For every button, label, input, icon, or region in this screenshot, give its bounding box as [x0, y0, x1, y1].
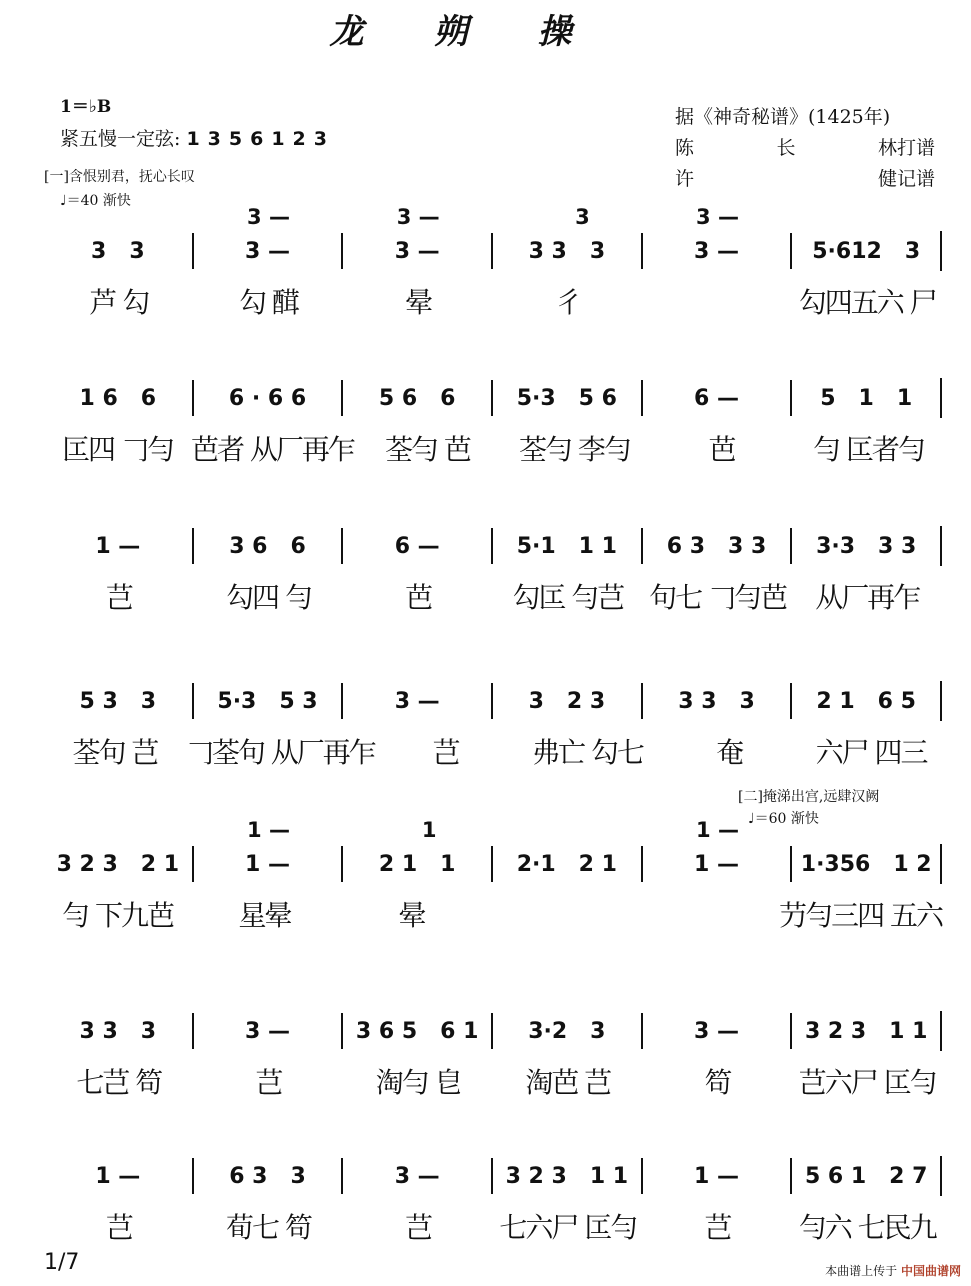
upper-voice-row — [44, 352, 942, 378]
measure: 3 2 3 1 1 — [491, 1158, 641, 1194]
measure: 3 2 3 — [491, 683, 641, 719]
measure: 3 3 3 — [491, 233, 641, 269]
tablature-cell: 勻 下九芭 — [62, 899, 173, 932]
tablature-cell: 勾匞 勻芑 — [512, 581, 624, 614]
tablature-cell: 芑 — [432, 736, 459, 769]
measure: 3 6 5 6 1 — [341, 1013, 491, 1049]
tablature-cell: 勻 匞者勻 — [813, 433, 924, 466]
tablature-row — [44, 1196, 942, 1256]
score-system — [44, 818, 942, 944]
tablature-cell: 芑 — [105, 1211, 132, 1244]
score-system — [44, 352, 942, 478]
tablature-cell: 晕 — [405, 286, 432, 319]
credit-role: 健记谱 — [877, 168, 935, 190]
upper-voice-measure — [792, 655, 942, 681]
measure: 2 1 6 5 — [790, 683, 940, 719]
upper-voice-measure — [44, 352, 194, 378]
measure: 1 6 6 — [79, 385, 157, 411]
upper-voice-measure — [792, 352, 942, 378]
tablature-cell: 荃句 芑 — [72, 736, 158, 769]
upper-voice-measure — [643, 655, 793, 681]
section-1-heading: [一]含恨别君，抚心长叹 — [44, 169, 195, 185]
upper-voice-row — [44, 1130, 942, 1156]
upper-voice-measure — [44, 985, 194, 1011]
upper-voice-measure — [194, 1130, 344, 1156]
upper-voice-row — [44, 985, 942, 1011]
upper-voice-measure — [792, 985, 942, 1011]
tablature-cell: 勾四五六 尸 — [798, 286, 936, 319]
tablature-cell: 奄 — [716, 736, 743, 769]
measure: 1 — — [95, 1163, 141, 1189]
upper-voice-row — [44, 655, 942, 681]
footer — [825, 1262, 961, 1279]
score-system — [44, 655, 942, 781]
upper-voice-measure: 3 — — [247, 205, 290, 229]
measure: 3 — — [192, 1013, 342, 1049]
tablature-cell: 晕 — [398, 899, 425, 932]
tablature-cell: 芦 勾 — [89, 286, 149, 319]
upper-voice-row — [44, 500, 942, 526]
measure: 3 — — [192, 233, 342, 269]
notation-row — [44, 231, 942, 271]
measure: 1 — — [95, 533, 141, 559]
footer-text: 本曲谱上传于 — [825, 1264, 898, 1278]
measure: 6 3 3 — [192, 1158, 342, 1194]
tablature-cell: 荃勻 李勻 — [518, 433, 630, 466]
tablature-cell: 𠃌荃句 从厂再乍 — [185, 736, 375, 769]
measure: 2·1 2 1 — [491, 846, 641, 882]
tablature-cell: 芑六尸 匞勻 — [798, 1066, 936, 1099]
tablature-cell: 句七 𠃌勻芭 — [649, 581, 786, 614]
credit-name: 陈 — [675, 137, 695, 159]
measure: 3 — — [641, 233, 791, 269]
measure: 3 — — [341, 1158, 491, 1194]
measure: 3 2 3 2 1 — [56, 851, 180, 877]
measure: 6 3 3 3 — [641, 528, 791, 564]
tablature-row — [44, 1051, 942, 1111]
source-credit: 据《神奇秘谱》(1425年) — [675, 106, 891, 128]
tuning — [60, 124, 335, 151]
tablature-row — [44, 721, 942, 781]
tablature-cell: 从厂再乍 — [815, 581, 920, 614]
upper-voice-measure — [44, 818, 194, 844]
upper-voice-measure: 1 — [399, 818, 437, 842]
score-system — [44, 205, 942, 331]
upper-voice-measure — [194, 655, 344, 681]
upper-voice-measure — [493, 500, 643, 526]
tablature-cell: 荃勻 芭 — [384, 433, 470, 466]
upper-voice-row — [44, 818, 942, 844]
upper-voice-row — [44, 205, 942, 231]
upper-voice-measure — [44, 1130, 194, 1156]
section-2-tempo: ♩＝60 渐快 — [748, 811, 819, 827]
measure: 3 — — [641, 1013, 791, 1049]
upper-voice-measure — [194, 500, 344, 526]
measure: 5·3 5 6 — [491, 380, 641, 416]
tablature-row — [44, 566, 942, 626]
upper-voice-measure — [643, 1130, 793, 1156]
measure: 1 — — [192, 846, 342, 882]
upper-voice-measure — [792, 205, 942, 231]
notation-row — [44, 1011, 942, 1051]
tablature-cell: 勾 䤊 — [239, 286, 298, 319]
upper-voice-measure — [343, 655, 493, 681]
tablature-row — [44, 418, 942, 478]
upper-voice-measure — [792, 818, 942, 844]
measure: 6 — — [341, 528, 491, 564]
measure: 3 3 — [91, 238, 145, 264]
tablature-row — [44, 271, 942, 331]
tablature-cell: 芭 — [708, 433, 735, 466]
measure: 1·356 1 2 — [790, 846, 940, 882]
tablature-cell: 七芑 笱 — [76, 1066, 162, 1099]
tablature-cell: 芭 — [405, 581, 432, 614]
credit-name: 许 — [675, 168, 695, 190]
upper-voice-measure — [343, 352, 493, 378]
tablature-cell: 芀勻三四 五六 — [779, 899, 942, 932]
upper-voice-measure — [44, 500, 194, 526]
credit-name: 长 — [776, 137, 796, 159]
upper-voice-measure: 1 — — [696, 818, 739, 842]
upper-voice-measure — [343, 1130, 493, 1156]
measure: 5·3 5 3 — [192, 683, 342, 719]
tablature-cell: 六尸 四三 — [815, 736, 927, 769]
tablature-cell: 勾四 勻 — [226, 581, 311, 614]
upper-voice-measure: 1 — — [247, 818, 290, 842]
score-title: 龙朔操 — [329, 12, 642, 52]
notation-row — [44, 844, 942, 884]
upper-voice-measure — [792, 500, 942, 526]
upper-voice-measure — [493, 818, 643, 844]
tablature-cell: 芑 — [105, 581, 132, 614]
credits — [675, 102, 935, 191]
tuning-notes: 1356123 — [186, 128, 335, 150]
notation-row — [44, 681, 942, 721]
upper-voice-measure — [792, 1130, 942, 1156]
upper-voice-measure — [493, 985, 643, 1011]
upper-voice-measure — [643, 985, 793, 1011]
measure: 3 3 3 — [79, 1018, 157, 1044]
measure: 1 — — [641, 846, 791, 882]
key-signature: 1＝♭B — [60, 97, 112, 117]
upper-voice-measure — [343, 500, 493, 526]
upper-voice-measure — [194, 985, 344, 1011]
measure: 5 6 6 — [341, 380, 491, 416]
tablature-cell: 星晕 — [238, 899, 291, 932]
score-system — [44, 1130, 942, 1256]
tablature-cell: 勻六 七民九 — [798, 1211, 936, 1244]
measure: 5 6 1 2 7 — [790, 1158, 940, 1194]
section-2-heading: [二]掩涕出宫,远肆汉阙 — [738, 789, 880, 805]
upper-voice-measure — [194, 352, 344, 378]
tablature-cell: 淘勻 皀 — [375, 1066, 461, 1099]
page-number: 1/7 — [44, 1250, 80, 1275]
measure: 5·612 3 — [790, 233, 940, 269]
measure: 3 2 3 1 1 — [790, 1013, 940, 1049]
upper-voice-measure — [643, 500, 793, 526]
section-1-tempo: ♩＝40 渐快 — [60, 193, 131, 209]
upper-voice-measure — [493, 655, 643, 681]
upper-voice-measure: 3 — — [696, 205, 739, 229]
notation-row — [44, 378, 942, 418]
upper-voice-measure — [493, 1130, 643, 1156]
tablature-cell: 芑 — [704, 1211, 731, 1244]
upper-voice-measure — [343, 985, 493, 1011]
measure: 3 — — [341, 683, 491, 719]
score-system — [44, 985, 942, 1111]
notation-row — [44, 526, 942, 566]
upper-voice-measure — [643, 352, 793, 378]
measure: 2 1 1 — [341, 846, 491, 882]
measure: 5 3 3 — [79, 688, 157, 714]
measure: 6 — — [641, 380, 791, 416]
tablature-cell: 芑 — [405, 1211, 432, 1244]
upper-voice-measure — [493, 352, 643, 378]
tablature-cell: 匞四 𠃌勻 — [62, 433, 173, 466]
tablature-cell: 芭者 从厂再乍 — [191, 433, 354, 466]
score-system — [44, 500, 942, 626]
upper-voice-measure: 3 — — [396, 205, 440, 229]
tuning-label: 紧五慢一定弦: — [60, 128, 181, 150]
tablature-row — [44, 884, 942, 944]
measure: 3 3 3 — [641, 683, 791, 719]
notation-row — [44, 1156, 942, 1196]
site-logo: 中国曲谱网 — [900, 1264, 961, 1278]
measure: 3·3 3 3 — [790, 528, 940, 564]
tablature-cell: 芑 — [255, 1066, 282, 1099]
measure: 6 · 6 6 — [192, 380, 342, 416]
upper-voice-measure: 3 — [545, 205, 590, 229]
measure: 5 1 1 — [790, 380, 940, 416]
tablature-cell: 彳 — [554, 286, 581, 319]
measure: 3 6 6 — [192, 528, 342, 564]
measure: 3·2 3 — [491, 1013, 641, 1049]
tablature-cell: 七六尸 匞勻 — [499, 1211, 637, 1244]
credit-role: 林打谱 — [877, 137, 935, 159]
measure: 1 — — [641, 1158, 791, 1194]
tablature-cell: 荀七 笱 — [226, 1211, 311, 1244]
measure: 5·1 1 1 — [491, 528, 641, 564]
upper-voice-measure — [44, 655, 194, 681]
tablature-cell: 淘芭 芑 — [525, 1066, 611, 1099]
upper-voice-measure — [44, 205, 194, 231]
measure: 3 — — [341, 233, 491, 269]
tablature-cell: 笱 — [704, 1066, 731, 1099]
tablature-cell: 弗亡 勾七 — [531, 736, 643, 769]
